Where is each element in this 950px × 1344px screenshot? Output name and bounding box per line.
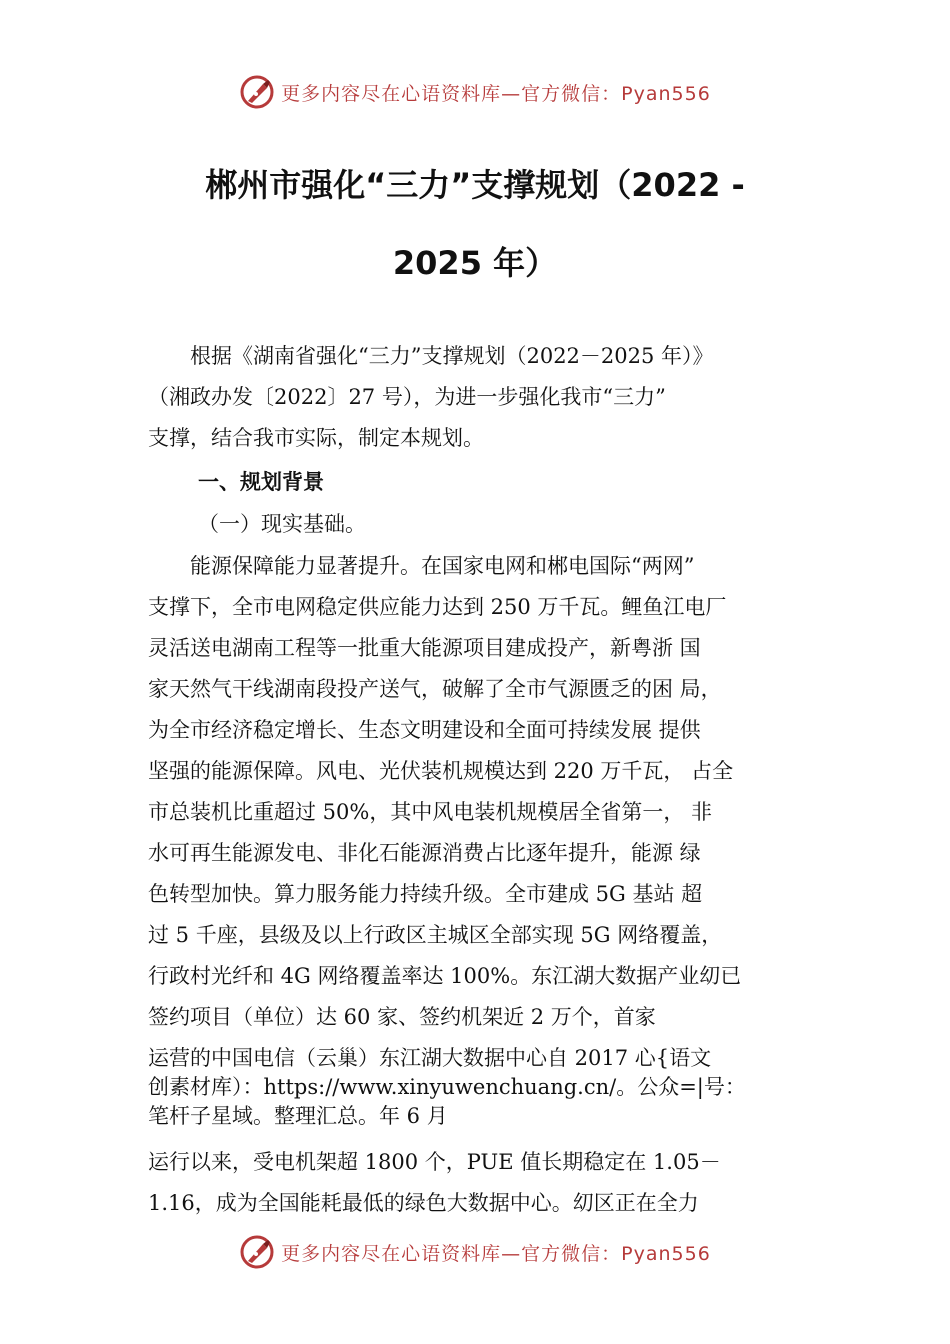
notice-line: 运营的中国电信（云巢）东江湖大数据中心自 2017 心{语文 bbox=[148, 1046, 712, 1070]
body-line: 行政村光纤和 4G 网络覆盖率达 100%。东江湖大数据产业㓜已 bbox=[148, 964, 742, 988]
document-title-line-1: 郴州市强化“三力”支撑规划（2022 - bbox=[205, 166, 745, 204]
intro-line: （湘政办发〔2022〕27 号），为进一步强化我市“三力” bbox=[148, 385, 666, 409]
body-line: 支撑下，全市电网稳定供应能力达到 250 万千瓦。鲤鱼江电厂 bbox=[148, 595, 727, 619]
banner-text: 更多内容尽在心语资料库—官方微信：Pyan556 bbox=[281, 1242, 711, 1265]
body-line: 签约项目（单位）达 60 家、签约机架近 2 万个，首家 bbox=[148, 1005, 656, 1029]
body-line: 色转型加快。算力服务能力持续升级。全市建成 5G 基站 超 bbox=[148, 882, 703, 906]
notice-line: 笔杆子星域。整理汇总。年 6 月 bbox=[148, 1104, 448, 1128]
fountain-pen-logo-icon bbox=[239, 74, 275, 110]
notice-block bbox=[148, 1044, 838, 1131]
body-line: 灵活送电湖南工程等一批重大能源项目建成投产，新粤浙 国 bbox=[148, 636, 701, 660]
body-line: 为全市经济稳定增长、生态文明建设和全面可持续发展 提供 bbox=[148, 718, 701, 742]
footer-banner bbox=[0, 1232, 950, 1272]
body-line: 水可再生能源发电、非化石能源消费占比逐年提升，能源 绿 bbox=[148, 841, 701, 865]
notice-line: 创素材库）：https://www.xinyuwenchuang.cn/。公众=|号： bbox=[148, 1075, 746, 1099]
fountain-pen-logo-icon bbox=[239, 1234, 275, 1270]
tail-paragraph bbox=[148, 1142, 838, 1224]
intro-line: 根据《湖南省强化“三力”支撑规划（2022－2025 年）》 bbox=[148, 344, 714, 368]
body-line: 坚强的能源保障。风电、光伏装机规模达到 220 万千瓦， 占全 bbox=[148, 759, 734, 783]
tail-line: 运行以来，受电机架超 1800 个，PUE 值长期稳定在 1.05－ bbox=[148, 1150, 721, 1174]
intro-paragraph bbox=[148, 336, 838, 459]
body-line: 家天然气干线湖南段投产送气，破解了全市气源匮乏的困 局， bbox=[148, 677, 722, 701]
header-banner bbox=[0, 72, 950, 112]
intro-line: 支撑，结合我市实际，制定本规划。 bbox=[148, 426, 484, 450]
tail-line: 1.16，成为全国能耗最低的绿色大数据中心。㓜区正在全力 bbox=[148, 1191, 699, 1215]
body-line: 过 5 千座，县级及以上行政区主城区全部实现 5G 网络覆盖， bbox=[148, 923, 723, 947]
subsection-heading: （一）现实基础。 bbox=[198, 512, 366, 536]
banner-text: 更多内容尽在心语资料库—官方微信：Pyan556 bbox=[281, 82, 711, 105]
body-line: 市总装机比重超过 50%，其中风电装机规模居全省第一， 非 bbox=[148, 800, 713, 824]
body-line: 能源保障能力显著提升。在国家电网和郴电国际“两网” bbox=[148, 554, 695, 578]
section-heading: 一、规划背景 bbox=[198, 470, 324, 494]
body-paragraph bbox=[148, 546, 838, 1038]
document-title-line-2: 2025 年） bbox=[392, 244, 558, 282]
